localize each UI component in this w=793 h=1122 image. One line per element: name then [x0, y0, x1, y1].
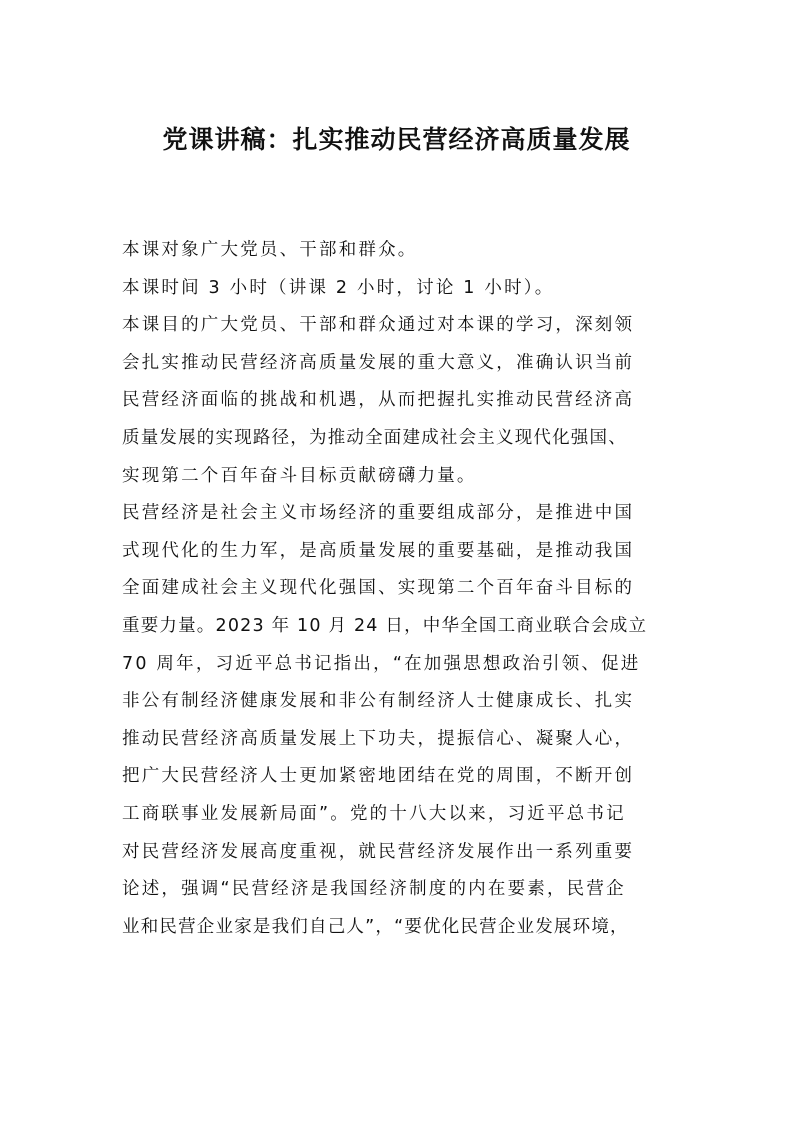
document-body: [122, 232, 682, 946]
body-line-paragraph-12: 业和民营企业家是我们自己人”，“要优化民营企业发展环境，: [122, 916, 629, 937]
body-line-paragraph-7: 推动民营经济高质量发展上下功夫，提振信心、凝聚人心，: [122, 728, 635, 749]
body-line-audience: 本课对象广大党员、干部和群众。: [122, 240, 418, 260]
body-line-paragraph-11: 论述，强调“民营经济是我国经济制度的内在要素，民营企: [122, 879, 626, 900]
body-line-paragraph-9: 工商联事业发展新局面”。党的十八大以来，习近平总书记: [122, 803, 626, 824]
body-line-paragraph-10: 对民营经济发展高度重视，就民营经济发展作出一系列重要: [122, 841, 635, 862]
body-line-purpose-4: 质量发展的实现路径，为推动全面建成社会主义现代化强国、: [122, 427, 627, 448]
body-line-paragraph-4: 重要力量。2023 年 10 月 24 日，中华全国工商业联合会成立: [122, 615, 648, 636]
body-line-purpose-2: 会扎实推动民营经济高质量发展的重大意义，准确认识当前: [122, 352, 635, 373]
body-line-paragraph-1: 民营经济是社会主义市场经济的重要组成部分，是推进中国: [122, 503, 635, 524]
body-line-paragraph-5: 70 周年，习近平总书记指出，“在加强思想政治引领、促进: [122, 653, 641, 674]
document-title: 党课讲稿：扎实推动民营经济高质量发展: [162, 125, 631, 154]
body-line-paragraph-3: 全面建成社会主义现代化强国、实现第二个百年奋斗目标的: [122, 578, 635, 599]
body-line-paragraph-8: 把广大民营经济人士更加紧密地团结在党的周围，不断开创: [122, 766, 635, 787]
body-line-purpose-1: 本课目的广大党员、干部和群众通过对本课的学习，深刻领: [122, 315, 635, 336]
body-line-purpose-3: 民营经济面临的挑战和机遇，从而把握扎实推动民营经济高: [122, 390, 635, 411]
body-line-duration: 本课时间 3 小时（讲课 2 小时，讨论 1 小时）。: [122, 277, 555, 298]
body-line-paragraph-6: 非公有制经济健康发展和非公有制经济人士健康成长、扎实: [122, 691, 635, 712]
body-line-paragraph-2: 式现代化的生力军，是高质量发展的重要基础，是推动我国: [122, 540, 635, 561]
body-line-purpose-5: 实现第二个百年奋斗目标贡献磅礴力量。: [122, 465, 477, 486]
